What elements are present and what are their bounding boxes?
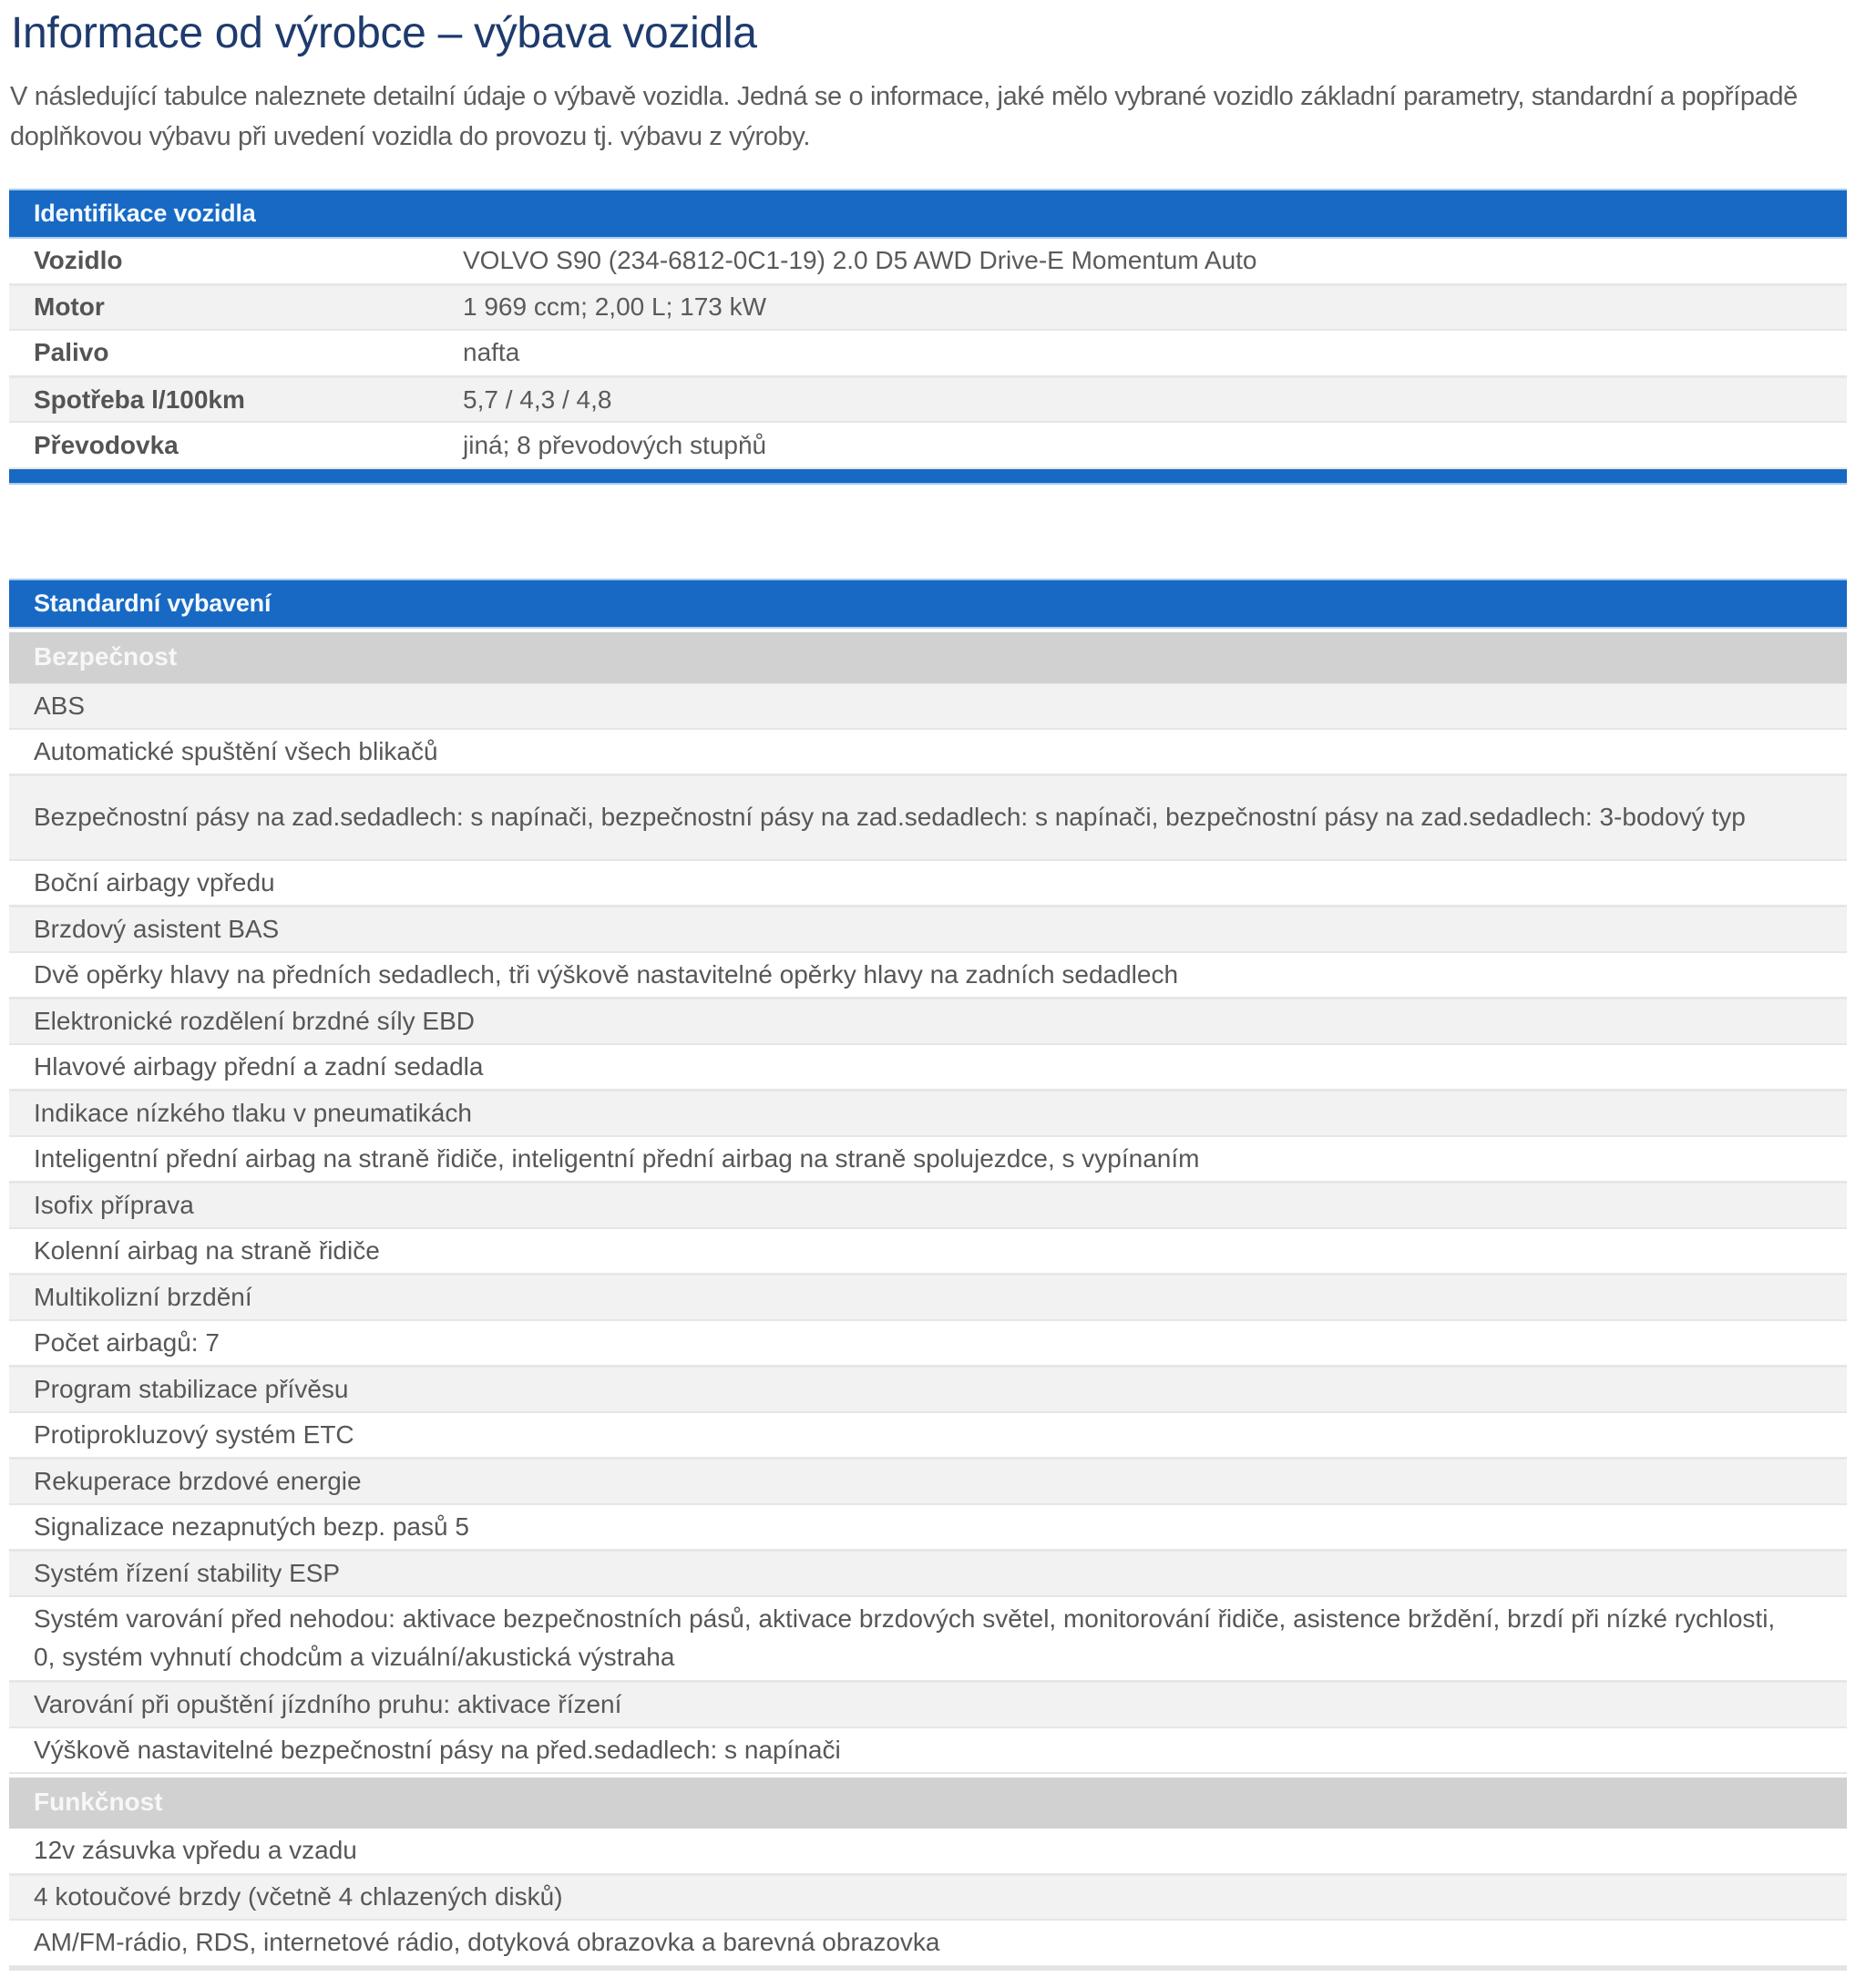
equipment-item-text: Dvě opěrky hlavy na předních sedadlech, tři výškově nastavitelné opěrky hlavy na zadních sedadlech <box>34 959 1179 989</box>
equipment-item <box>9 1091 1847 1137</box>
standard-equipment-table <box>9 579 1847 1971</box>
equipment-item <box>9 1921 1847 1967</box>
equipment-item-text: Systém řízení stability ESP <box>34 1558 341 1587</box>
equipment-item-text: Brzdový asistent BAS <box>34 914 280 943</box>
spec-row-palivo <box>9 331 1847 377</box>
equipment-item-text: Indikace nízkého tlaku v pneumatikách <box>34 1098 472 1127</box>
spec-value: 5,7 / 4,3 / 4,8 <box>463 384 612 414</box>
equipment-item-text: Hlavové airbagy přední a zadní sedadla <box>34 1051 484 1081</box>
equipment-item-text: 12v zásuvka vpředu a vzadu <box>34 1836 357 1865</box>
equipment-item <box>9 1875 1847 1921</box>
spec-row-spotreba <box>9 377 1847 424</box>
equipment-item-text: Isofix příprava <box>34 1190 194 1219</box>
equipment-item-text: Elektronické rozdělení brzdné síly EBD <box>34 1006 475 1035</box>
equipment-item <box>9 1728 1847 1775</box>
equipment-item <box>9 1367 1847 1413</box>
vehicle-identification-header: Identifikace vozidla <box>9 189 1847 239</box>
equipment-item <box>9 683 1847 730</box>
equipment-item <box>9 1137 1847 1184</box>
equipment-item-text: Rekuperace brzdové energie <box>34 1466 362 1495</box>
equipment-item-text: Protiprokluzový systém ETC <box>34 1419 354 1449</box>
equipment-item <box>9 861 1847 907</box>
equipment-item-text: Boční airbagy vpředu <box>34 867 275 897</box>
spec-value: VOLVO S90 (234-6812-0C1-19) 2.0 D5 AWD Drive-E Momentum Auto <box>463 246 1257 275</box>
equipment-item-text: Multikolizní brzdění <box>34 1282 252 1311</box>
equipment-item-text: Signalizace nezapnutých bezp. pasů 5 <box>34 1511 469 1541</box>
equipment-item-text: Automatické spuštění všech blikačů <box>34 736 438 765</box>
spec-label: Palivo <box>34 338 109 367</box>
equipment-item-text: AM/FM-rádio, RDS, internetové rádio, dotyková obrazovka a barevná obrazovka <box>34 1928 940 1957</box>
table-bottom-divider <box>9 1967 1847 1971</box>
equipment-item <box>9 1413 1847 1460</box>
page-title: Informace od výrobce – výbava vozidla <box>11 9 757 57</box>
equipment-item <box>9 1045 1847 1091</box>
equipment-item <box>9 1597 1847 1683</box>
equipment-item <box>9 1321 1847 1368</box>
equipment-item <box>9 730 1847 776</box>
equipment-item <box>9 1829 1847 1875</box>
equipment-item <box>9 1682 1847 1728</box>
equipment-item <box>9 775 1847 861</box>
standard-equipment-header: Standardní vybavení <box>9 579 1847 629</box>
spec-value: jiná; 8 převodových stupňů <box>463 430 767 459</box>
spec-row-prevodovka <box>9 423 1847 469</box>
spec-label: Převodovka <box>34 430 179 459</box>
equipment-item-text: Bezpečnostní pásy na zad.sedadlech: s napínači, bezpečnostní pásy na zad.sedadlech: s napínači, bezpečnostní pásy na zad.sedadlech: 3-bodový typ <box>34 803 1746 832</box>
equipment-item-text: Inteligentní přední airbag na straně řidiče, inteligentní přední airbag na straně spolujezdce, s vypínaním <box>34 1143 1200 1173</box>
table-footer-bar <box>9 469 1847 485</box>
equipment-item <box>9 953 1847 999</box>
equipment-item <box>9 1275 1847 1321</box>
equipment-item <box>9 907 1847 953</box>
spec-value: nafta <box>463 338 520 367</box>
equipment-item-text: Systém varování před nehodou: aktivace bezpečnostních pásů, aktivace brzdových světel, monitorování řidiče, asistence brždění, brzdí při nízké rychlosti, 0, systém vyhnutí chodcům a vizuální/akustická výstraha <box>34 1604 1776 1672</box>
spec-value: 1 969 ccm; 2,00 L; 173 kW <box>463 292 767 322</box>
spec-label: Spotřeba l/100km <box>34 384 245 414</box>
equipment-item <box>9 1459 1847 1505</box>
equipment-item-text: Varování při opuštění jízdního pruhu: aktivace řízení <box>34 1689 622 1718</box>
equipment-item-text: 4 kotoučové brzdy (včetně 4 chlazených disků) <box>34 1882 563 1911</box>
spec-row-motor <box>9 285 1847 332</box>
vehicle-identification-table <box>9 189 1847 485</box>
equipment-item <box>9 1551 1847 1597</box>
equipment-item <box>9 1183 1847 1229</box>
equipment-item <box>9 1505 1847 1552</box>
group-header-bezpecnost: Bezpečnost <box>9 629 1847 683</box>
group-header-funkcnost: Funkčnost <box>9 1774 1847 1829</box>
spec-label: Vozidlo <box>34 246 123 275</box>
equipment-item-text: Kolenní airbag na straně řidiče <box>34 1235 380 1265</box>
equipment-item-text: Program stabilizace přívěsu <box>34 1374 349 1403</box>
equipment-item-text: ABS <box>34 691 86 720</box>
equipment-item-text: Počet airbagů: 7 <box>34 1327 220 1357</box>
spec-row-vozidlo <box>9 239 1847 285</box>
spec-label: Motor <box>34 292 105 322</box>
equipment-item <box>9 999 1847 1045</box>
equipment-item <box>9 1229 1847 1276</box>
intro-paragraph: V následující tabulce naleznete detailní údaje o výbavě vozidla. Jedná se o informace, jaké mělo vybrané vozidlo základní parametry, standardní a popřípadě doplňkovou výbavu při uvedení vozidla do provozu tj. výbavu z výroby. <box>10 82 1798 151</box>
equipment-item-text: Výškově nastavitelné bezpečnostní pásy na před.sedadlech: s napínači <box>34 1735 841 1764</box>
